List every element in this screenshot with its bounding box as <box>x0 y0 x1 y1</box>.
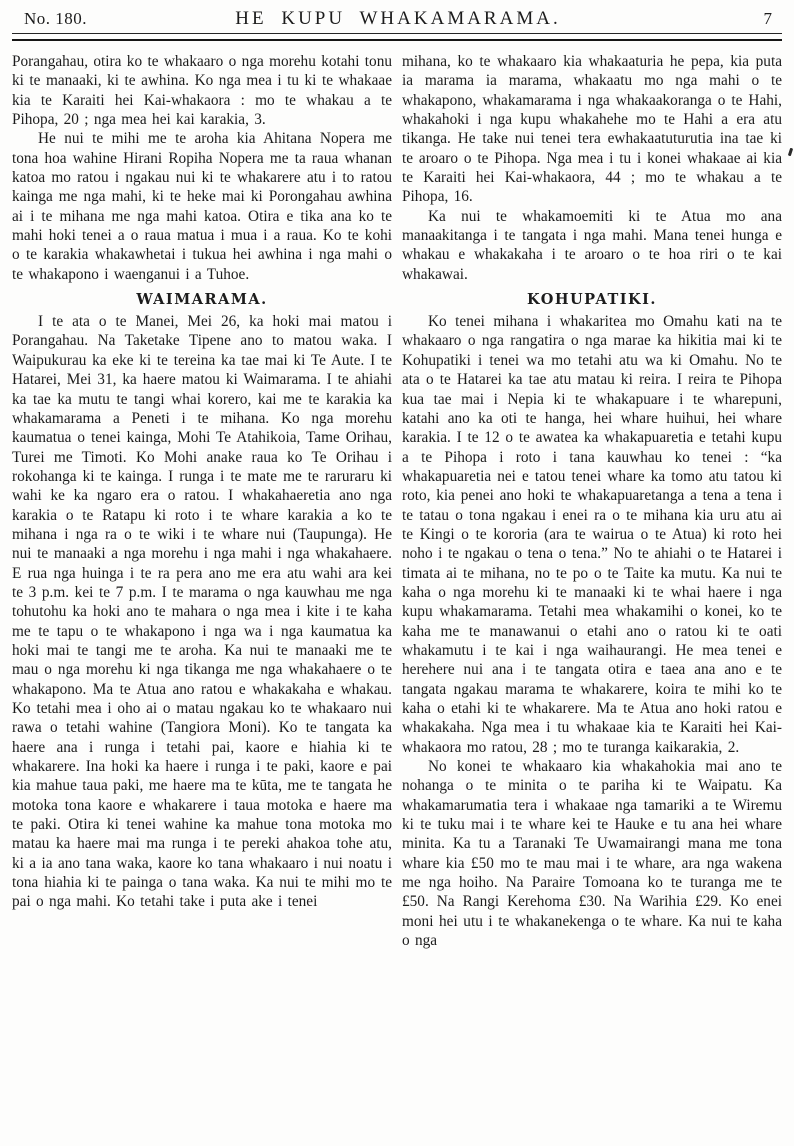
paragraph: Porangahau, otira ko te whakaaro o nga morehu kotahi tonu ki te manaaki, ki te awhina. Ko nga mea i tu ki te whakaae kia te Karaiti hei Kai-whakaora : mo te whakau a te Pihopa, 20 ; nga mea hei kai karakia, 3. <box>12 53 392 129</box>
print-artifact-mark <box>788 148 793 157</box>
section-heading-waimarama: WAIMARAMA. <box>136 291 268 309</box>
masthead-rule-thin <box>12 33 782 34</box>
left-column <box>12 52 392 950</box>
paragraph: Ko tenei mihana i whakaritea mo Omahu kati na te whakaaro o nga rangatira o nga marae ka hikitia mai ki te Kohupatiki i tenei wa mo tetahi atu wa ki Omahu. No te ata o te Hatarei ka tae atu matau ki reira. I reira te Pihopa kua tae mai i Nepia ki te whakapuare i te wharepuni, katahi ano ka oti te hanga, hei whare huihui, hei whare karakia. I te 12 o te awatea ka whakapuaretia e tetahi kupu a te Pihopa i roto i tana kauwhau ko tenei : “ka whakapuaretia nei e tatou tenei whare ka tomo atu tatou ki roto, kia penei ano hoki te whakapuaretanga a tena a tena i te tatau o tona ngakau i enei ra o te mihana kia uru atu ai te Kingi o te kororia (ara te wairua o te Atua) ki roto hei noho i te ngakau o tena o tena.” No te ahiahi o te Hatarei i timata ai te mihana, no te po o te Taite ka mutu. Ka nui te kaha o nga morehu ki te manaaki ki te whai haere i nga kupu whakamarama. Tetahi mea whakamihi o konei, ko te kaha me te manawanui o etahi ano o ratou ki te oati whakamutu i te kai i nga waihaurangi. He mea tenei e herehere nui ana i te tangata otira e taea ana ano e te tangata ngakau marama te whakarere, koira te mihi ko te kaha o etahi ki te whakarere. Ma te Atua ano hoki ratou e whakakaha. Nga mea i tu whakaae kia te Karaiti hei Kai-whakaora mo ratou, 28 ; mo te turanga kaikarakia, 2. <box>402 313 782 756</box>
masthead-rule-thick <box>12 39 782 41</box>
page-number: 7 <box>763 9 772 28</box>
article-columns <box>12 52 782 950</box>
masthead <box>12 6 782 30</box>
paragraph: He nui te mihi me te aroha kia Ahitana Nopera me tona hoa wahine Hirani Ropiha Nopera me ta raua whanan katoa mo ratou i ngakau nui ki te whakarere atu i to ratou kainga me nga mahi, ki te heke mai ki Porongahau awhina ai i te mihana me nga mahi katoa. Otira e tika ana ko te mahi hoki tenei a o raua matua i mua i a raua. Ko te kohi o te karakia whakawhetai i tukua hei awhina i nga mahi o te whakapono i waenganui i a Tuhoe. <box>12 130 392 283</box>
paragraph: No konei te whakaaro kia whakahokia mai ano te nohanga o te minita o te pariha ki te Waipatu. Ka whakamarumatia tera i whakaae nga tamariki a te Wiremu ki te tuku mai i te whare kei te Hauke e tu ana hei whare minita. Ka tu a Taranaki Te Uwamairangi mana me tona whare kia £50 mo te mau mai i te whare, ara nga wakena me nga hoiho. Na Paraire Tomoana ko te turanga me te £50. Na Rangi Kerehoma £30. Na Warihia £29. Ko enei moni hei utu i te whakanekenga o te whare. Ka nui te kaha o nga <box>402 758 782 950</box>
issue-number: No. 180. <box>24 9 88 28</box>
paragraph: I te ata o te Manei, Mei 26, ka hoki mai matou i Porangahau. Na Taketake Tipene ano to matou waka. I Waipukurau ka eke ki te tereina ka tae mai ki Te Aute. I te Hatarei, Mei 31, ka haere matou ki Waimarama. I te ahiahi ka tae ka mutu te tangi whai korero, kai me te karakia ka whakamarama a Peneti i te mihana. Ko nga morehu kaumatua o tenei kainga, Mohi Te Atahikoia, Tame Orihau, Turei me Timoti. Ko Mohi anake raua ko Te Orihau i rokohanga ki te kainga. I runga i te mate me te raruraru ki wahi ke ka ngaro era o ratou. I whakahaeretia ano nga karakia o te Ratapu ki roto i te whare karakia a ko te mihana i nga ra o te wiki i te whare nui (Taupunga). He nui te manaaki a nga morehu i nga mahi i nga whakahaere. E rua nga huinga i te ra pera ano me era atu wahi ara kei te 3 p.m. kei te 7 p.m. I te marama o nga kauwhau me nga tohutohu ka hoki ano te mahara o nga mea i kite i te kaha me te tapu o te whakapono i nga wa i nga kaumatua ka hoki mai te tangi me te aroha. Ka nui te manaaki me te mau o nga morehu ki nga tikanga me nga whakahaere o te whakapono. Ma te Atua ano ratou e whakakaha e whakau. Ko tetahi mea i oho ai o matau ngakau ko te whakaaro nui rawa o tetahi wahine (Tangiora Moni). Ko te tangata ka haere ana i runga i tetahi pai, kaore e hiahia ki te whakarere. Ina hoki ka haere i runga i te paki, kaore e pai kia mahue taua paki, me haere ma te kūta, me te tangata he motoka tona kaore e whakarere i taua motoka e haere ma te paki. Otira ki tenei wahine ka mahue tona motoka mo matau ka haere mai ma runga i te pereki ahakoa tohe atu, ki a ia ano tana waka, kaore ko tana whakaaro i nui noatu i tona hiahia ki te painga o tana waka. Ka nui te mihi mo te pai o nga mahi. Ko tetahi take i puta ake i tenei <box>12 313 392 911</box>
paragraph: Ka nui te whakamoemiti ki te Atua mo ana manaakitanga i te tangata i nga mahi. Mana tenei hunga e whakau e whakakaha i te aroaro o te hoa riri o te kai whakawai. <box>402 207 782 283</box>
paragraph: mihana, ko te whakaaro kia whakaaturia he pepa, kia puta ia marama ia marama, whakaatu mo nga mahi o te whakapono, whakamarama i nga whakaakoranga o te Hahi, whakahoki i nga kupu whakahehe mo te Hahi a era atu tikanga. He take nui tenei tera ewhakaatuturutia ina tae ki te aroaro o te Pihopa. Nga mea i tu i konei whakaae ai kia te Karaiti hei Kai-whakaora, 44 ; mo te whakau a te Pihopa, 16. <box>402 53 782 206</box>
right-column <box>402 52 782 950</box>
page-title: HE KUPU WHAKAMARAMA. <box>235 8 561 29</box>
section-heading-kohupatiki: KOHUPATIKI. <box>526 291 657 309</box>
